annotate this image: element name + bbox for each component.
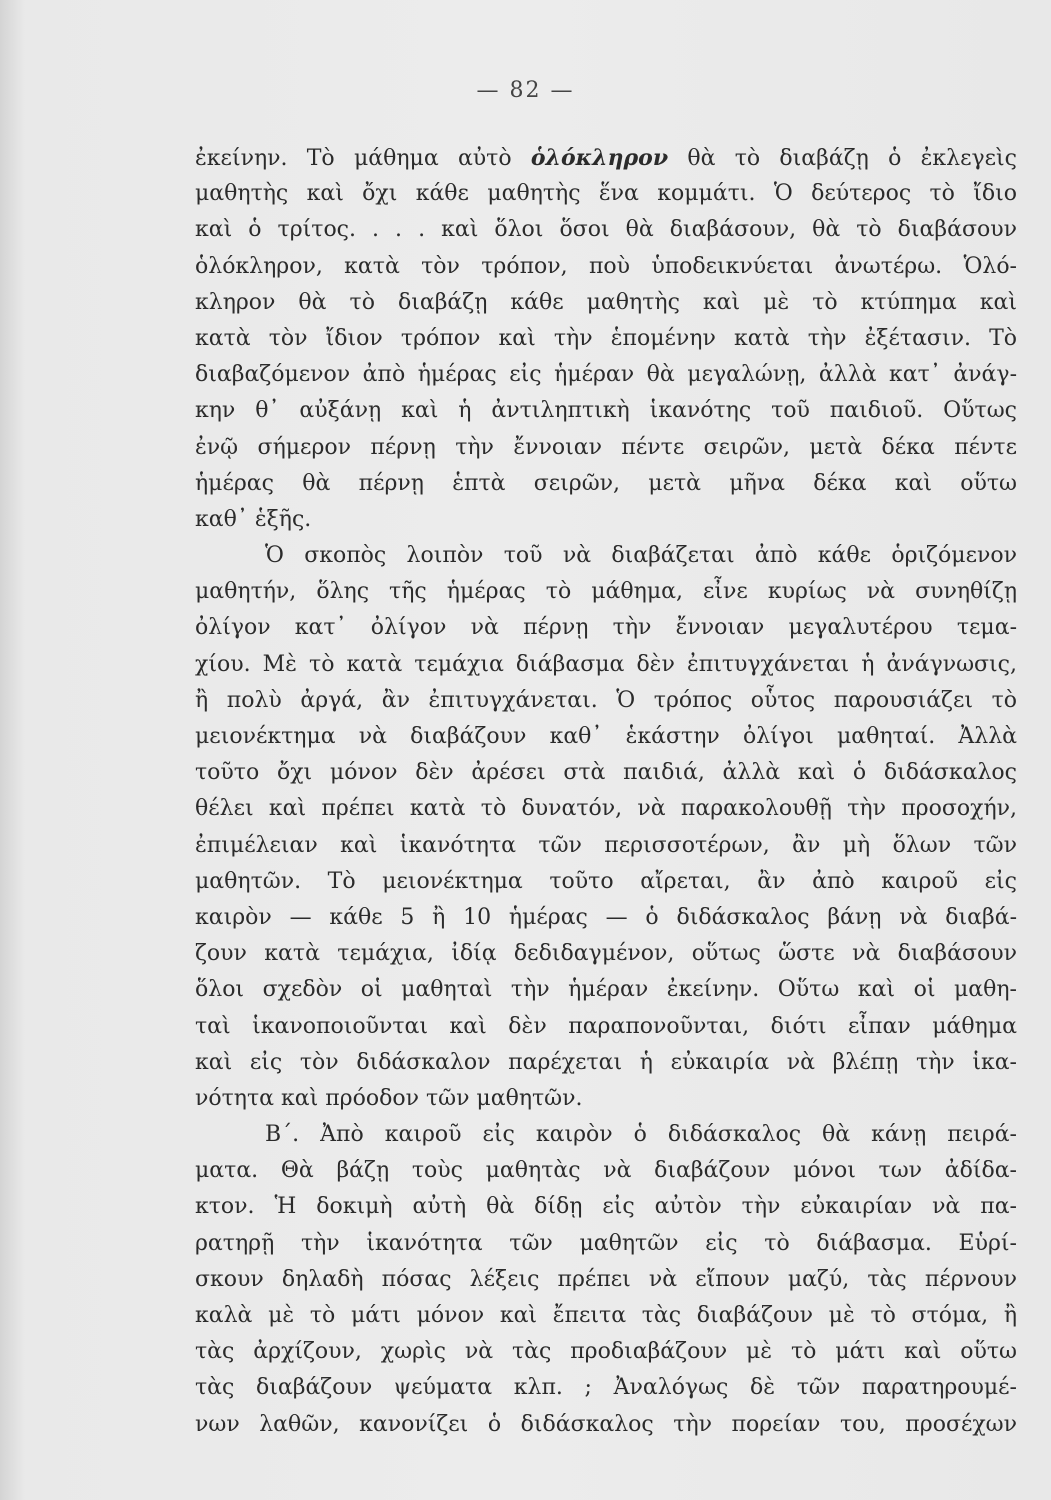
text-line: τοῦτο ὄχι μόνον δὲν ἀρέσει στὰ παιδιά, ἀλλὰ καὶ ὁ διδάσκαλος [195, 760, 1017, 786]
text-line: Β΄. Ἀπὸ καιροῦ εἰς καιρὸν ὁ διδάσκαλος θὰ κάνῃ πειρά- [265, 1122, 1017, 1148]
text-span: ἐκείνην. Τὸ μάθημα αὐτὸ [195, 146, 531, 171]
paragraph [195, 140, 1017, 538]
text-line: νότητα καὶ πρόοδον τῶν μαθητῶν. [195, 1085, 583, 1111]
paragraph [195, 538, 1017, 1117]
text-line: ὁλόκληρον, κατὰ τὸν τρόπον, ποὺ ὑποδεικνύεται ἀνωτέρω. Ὁλό- [195, 253, 1017, 279]
text-line: καιρὸν — κάθε 5 ἢ 10 ἡμέρας — ὁ διδάσκαλος βάνῃ νὰ διαβά- [195, 904, 1017, 930]
text-line: ἢ πολὺ ἀργά, ἂν ἐπιτυγχάνεται. Ὁ τρόπος οὗτος παρουσιάζει τὸ [195, 687, 1017, 713]
emphasized-word: ὁλόκληρον [530, 145, 669, 171]
text-line: καθ᾿ ἑξῆς. [195, 506, 312, 532]
text-line: Ὁ σκοπὸς λοιπὸν τοῦ νὰ διαβάζεται ἀπὸ κάθε ὁριζόμενον [265, 543, 1017, 569]
text-line: κην θ᾿ αὐξάνῃ καὶ ἡ ἀντιληπτικὴ ἱκανότης τοῦ παιδιοῦ. Οὕτως [195, 398, 1017, 424]
text-line: ἐνῷ σήμερον πέρνῃ τὴν ἔννοιαν πέντε σειρῶν, μετὰ δέκα πέντε [195, 434, 1017, 460]
text-line: κτον. Ἡ δοκιμὴ αὐτὴ θὰ δίδῃ εἰς αὐτὸν τὴν εὐκαιρίαν νὰ πα- [195, 1194, 1017, 1220]
text-line: μαθητὴς καὶ ὄχι κάθε μαθητὴς ἕνα κομμάτι. Ὁ δεύτερος τὸ ἴδιο [195, 181, 1017, 207]
text-line: καὶ ὁ τρίτος. . . . καὶ ὅλοι ὅσοι θὰ διαβάσουν, θὰ τὸ διαβάσουν [195, 217, 1017, 243]
paragraph [195, 1117, 1017, 1443]
text-line: ζουν κατὰ τεμάχια, ἰδίᾳ δεδιδαγμένον, οὕτως ὥστε νὰ διαβάσουν [195, 941, 1017, 967]
text-line: μαθητῶν. Τὸ μειονέκτημα τοῦτο αἴρεται, ἂν ἀπὸ καιροῦ εἰς [195, 868, 1017, 894]
text-line: καὶ εἰς τὸν διδάσκαλον παρέχεται ἡ εὐκαιρία νὰ βλέπῃ τὴν ἱκα- [195, 1049, 1017, 1075]
text-line: ρατηρῇ τὴν ἱκανότητα τῶν μαθητῶν εἰς τὸ διάβασμα. Εὑρί- [195, 1230, 1017, 1256]
text-line: ὅλοι σχεδὸν οἱ μαθηταὶ τὴν ἡμέραν ἐκείνην. Οὕτω καὶ οἱ μαθη- [195, 977, 1017, 1003]
text-line: καλὰ μὲ τὸ μάτι μόνον καὶ ἔπειτα τὰς διαβάζουν μὲ τὸ στόμα, ἢ [195, 1303, 1017, 1328]
text-line: χίου. Μὲ τὸ κατὰ τεμάχια διάβασμα δὲν ἐπιτυγχάνεται ἡ ἀνάγνωσις, [195, 651, 1017, 677]
text-line [195, 140, 1017, 176]
text-line: μειονέκτημα νὰ διαβάζουν καθ᾿ ἑκάστην ὀλίγοι μαθηταί. Ἀλλὰ [195, 724, 1017, 749]
text-line: κατὰ τὸν ἴδιον τρόπον καὶ τὴν ἑπομένην κατὰ τὴν ἐξέτασιν. Τὸ [195, 325, 1017, 351]
text-line: σκουν δηλαδὴ πόσας λέξεις πρέπει νὰ εἴπουν μαζύ, τὰς πέρνουν [195, 1266, 1017, 1292]
text-line: διαβαζόμενον ἀπὸ ἡμέρας εἰς ἡμέραν θὰ μεγαλώνῃ, ἀλλὰ κατ᾿ ἀνάγ- [195, 362, 1017, 388]
text-line: ἐπιμέλειαν καὶ ἱκανότητα τῶν περισσοτέρων, ἂν μὴ ὅλων τῶν [195, 832, 1017, 858]
text-line: ματα. Θὰ βάζῃ τοὺς μαθητὰς νὰ διαβάζουν μόνοι των ἀδίδα- [195, 1158, 1017, 1184]
text-line: τὰς ἀρχίζουν, χωρὶς νὰ τὰς προδιαβάζουν μὲ τὸ μάτι καὶ οὕτω [195, 1339, 1017, 1365]
text-line: ὀλίγον κατ᾿ ὀλίγον νὰ πέρνῃ τὴν ἔννοιαν μεγαλυτέρου τεμα- [195, 615, 1017, 641]
text-line: κληρον θὰ τὸ διαβάζῃ κάθε μαθητὴς καὶ μὲ τὸ κτύπημα καὶ [195, 289, 1017, 315]
text-line: ἡμέρας θὰ πέρνῃ ἑπτὰ σειρῶν, μετὰ μῆνα δέκα καὶ οὕτω [195, 470, 1017, 496]
text-line: μαθητήν, ὅλης τῆς ἡμέρας τὸ μάθημα, εἶνε κυρίως νὰ συνηθίζῃ [195, 579, 1017, 605]
text-line: θέλει καὶ πρέπει κατὰ τὸ δυνατόν, νὰ παρακολουθῇ τὴν προσοχήν, [195, 796, 1017, 822]
page-number: — 82 — [476, 78, 575, 103]
text-span: θὰ τὸ διαβάζῃ ὁ ἐκλεγεὶς [668, 146, 1017, 171]
body-text [195, 140, 1017, 1443]
text-line: νων λαθῶν, κανονίζει ὁ διδάσκαλος τὴν πορείαν του, προσέχων [195, 1411, 1017, 1437]
text-line: ταὶ ἱκανοποιοῦνται καὶ δὲν παραπονοῦνται, διότι εἶπαν μάθημα [195, 1013, 1017, 1039]
text-line: τὰς διαβάζουν ψεύματα κλπ. ; Ἀναλόγως δὲ τῶν παρατηρουμέ- [195, 1375, 1017, 1401]
